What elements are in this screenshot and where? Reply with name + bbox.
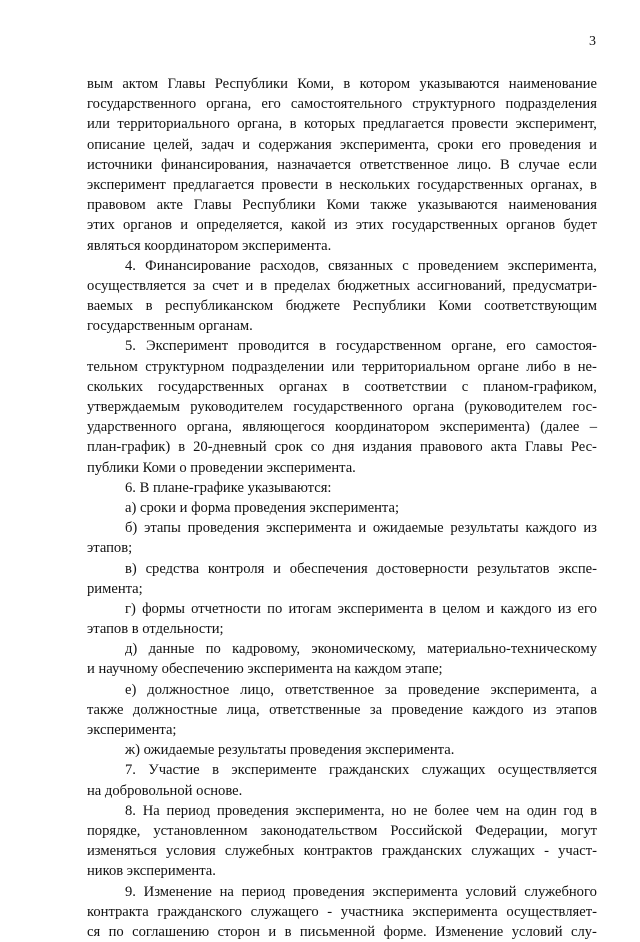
text-line: публики Коми о проведении эксперимента. [87, 459, 356, 476]
text-line: ваемых в республиканском бюджете Республики Коми соответствующим [87, 298, 597, 315]
text-line: этапов в отдельности; [87, 621, 224, 638]
text-line: 6. В плане-графике указываются: [125, 479, 332, 496]
text-line: контракта гражданского служащего - участника эксперимента осуществляет- [87, 903, 597, 920]
text-line: вым актом Главы Республики Коми, в котором указываются наименование [87, 76, 597, 92]
page-number: 3 [589, 34, 596, 49]
text-line: утверждаемым руководителем государственного органа (руководителем гос- [87, 399, 597, 415]
text-line: на добровольной основе. [87, 782, 243, 799]
text-line: эксперимент предлагается провести в нескольких государственных органах, в [87, 176, 597, 193]
text-line: государственного органа, его самостоятельного структурного подразделения [87, 96, 597, 113]
text-line: источники финансирования, назначается ответственное лицо. В случае если [87, 156, 597, 173]
text-line: порядке, установленном законодательством Российской Федерации, могут [87, 822, 597, 839]
text-line: е) должностное лицо, ответственное за проведение эксперимента, а [125, 681, 597, 698]
text-line: и научному обеспечению эксперимента на каждом этапе; [87, 661, 443, 678]
text-line: 8. На период проведения эксперимента, но не более чем на один год в [125, 802, 597, 819]
text-line: ж) ожидаемые результаты проведения эксперимента. [125, 742, 455, 759]
text-line: осуществляется за счет и в пределах бюджетных ассигнований, предусматри- [87, 277, 597, 294]
text-line: этих органов и определяется, какой из этих государственных органов будет [87, 217, 597, 234]
text-line: 5. Эксперимент проводится в государственном органе, его самостоя- [125, 338, 597, 355]
text-line: также должностные лица, ответственные за проведение каждого из этапов [87, 701, 597, 718]
text-line: д) данные по кадровому, экономическому, материально-техническому [125, 641, 597, 658]
text-line: правовом акте Главы Республики Коми также указываются наименования [87, 197, 597, 214]
text-line: а) сроки и форма проведения эксперимента; [125, 499, 400, 516]
text-line: этапов; [87, 540, 133, 557]
text-line: 7. Участие в эксперименте гражданских служащих осуществляется [125, 762, 597, 779]
text-line: в) средства контроля и обеспечения достоверности результатов экспе- [125, 560, 597, 577]
text-line: эксперимента; [87, 722, 177, 738]
text-line: ников эксперимента. [87, 863, 216, 880]
text-line: ударственного органа, являющегося координатором эксперимента) (далее – [87, 419, 597, 436]
text-line: тельном структурном подразделении или территориальном органе либо в не- [87, 358, 597, 375]
text-line: изменяться условия служебных контрактов гражданских служащих - участ- [87, 843, 597, 860]
text-line: государственным органам. [87, 318, 253, 335]
text-line: скольких государственных органах в соответствии с планом-графиком, [87, 378, 597, 395]
text-line: или территориального органа, в которых предлагается провести эксперимент, [87, 116, 597, 133]
text-line: б) этапы проведения эксперимента и ожидаемые результаты каждого из [125, 520, 597, 537]
text-line: являться координатором эксперимента. [87, 237, 332, 254]
text-line: римента; [87, 580, 143, 597]
text-line: г) формы отчетности по итогам эксперимента в целом и каждого из его [125, 600, 597, 617]
text-line: 4. Финансирование расходов, связанных с проведением эксперимента, [125, 257, 597, 274]
body-text [87, 74, 597, 942]
text-line: план-график) в 20-дневный срок со дня издания правового акта Главы Рес- [87, 439, 597, 456]
text-line: 9. Изменение на период проведения эксперимента условий служебного [125, 883, 597, 900]
text-line: описание целей, задач и содержания эксперимента, сроки его проведения и [87, 136, 597, 153]
text-line: ся по соглашению сторон и в письменной форме. Изменение условий слу- [87, 923, 597, 940]
